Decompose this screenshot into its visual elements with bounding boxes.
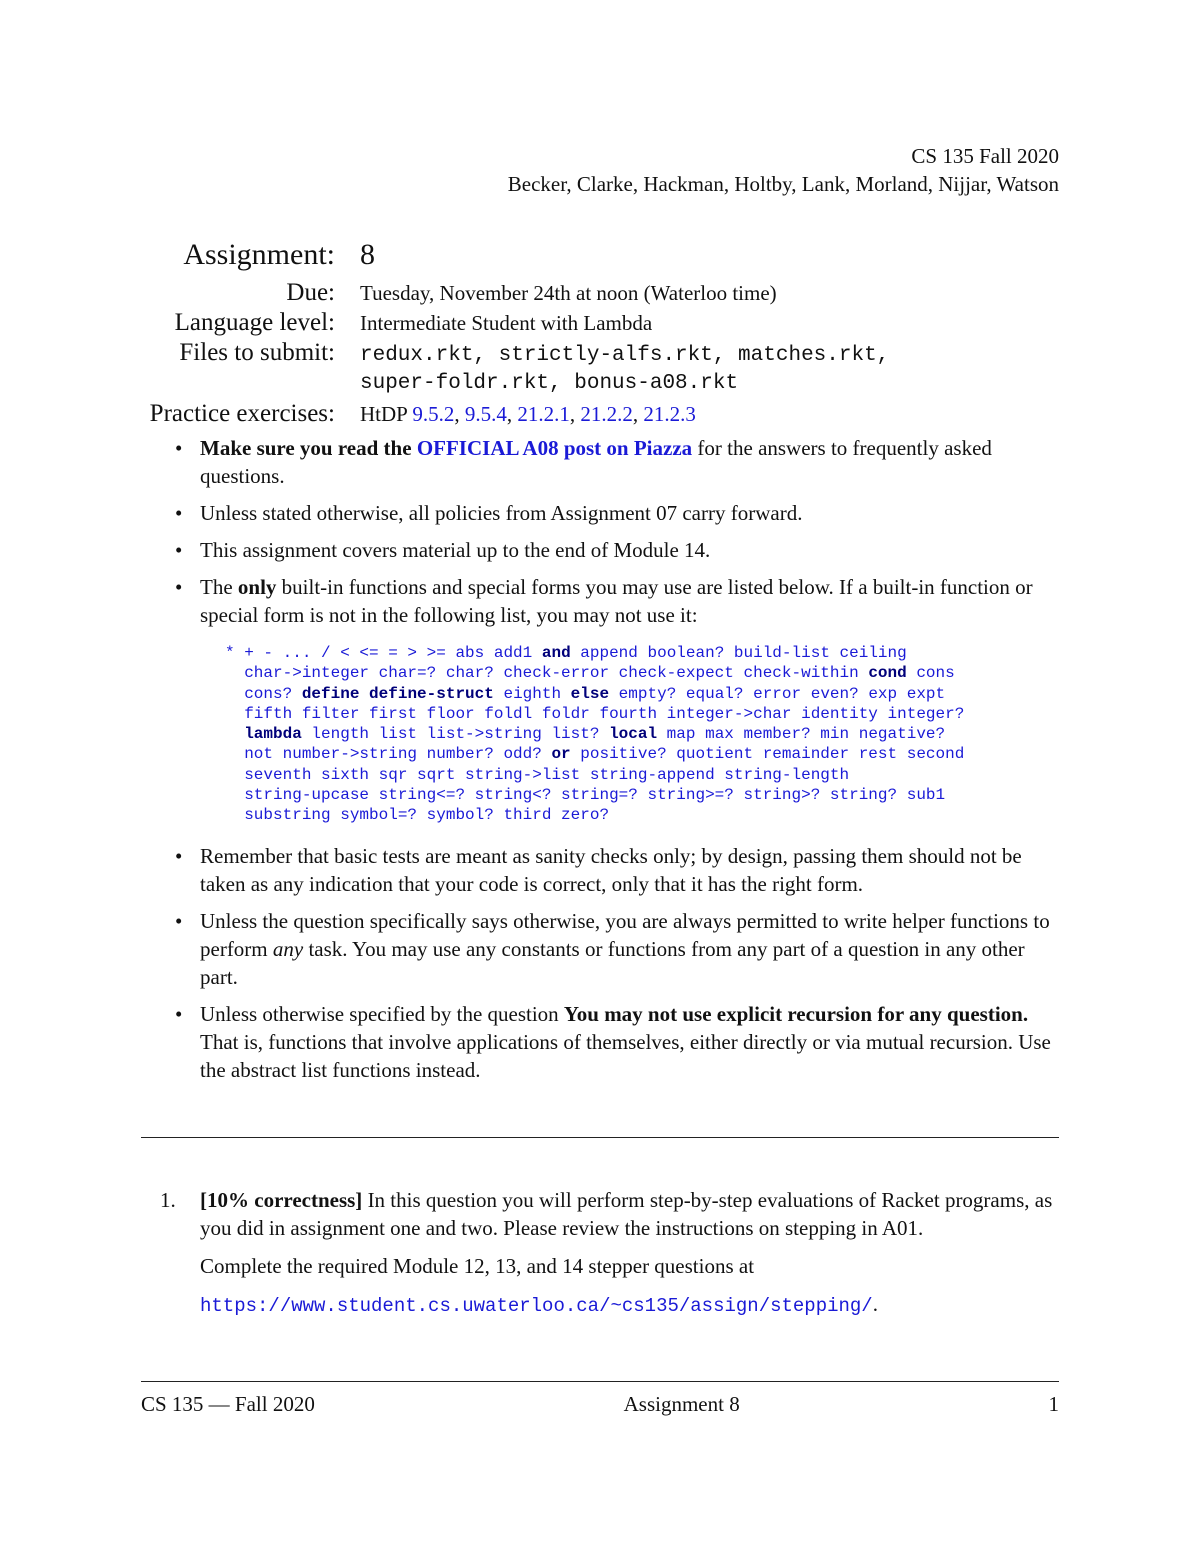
instructors-header: Becker, Clarke, Hackman, Holtby, Lank, Morland, Nijjar, Watson	[507, 172, 1059, 196]
language-row	[140, 308, 1070, 338]
language-value: Intermediate Student with Lambda	[360, 311, 653, 335]
practice-link-5[interactable]: 21.2.3	[643, 402, 696, 426]
files-value-line1: redux.rkt, strictly-alfs.rkt, matches.rkt,	[360, 344, 890, 367]
bullet-piazza: • Make sure you read the OFFICIAL A08 post on Piazza for the answers to frequently asked questions.	[175, 434, 1060, 490]
allowed-functions-code: * + - ... / < <= = > >= abs add1 and append boolean? build-list ceiling char->integer char=? char? check-error check-expect check-within cond cons cons? define define-struct eighth else empty? equal? error even? exp expt fifth filter first floor foldl foldr fourth integer->char identity integer? lambda length list list->string list? local map max member? min negative? not number->string number? odd? or positive? quotient remainder rest second seventh sixth sqr sqrt string->list string-append string-length string-upcase string<=? string<? string=? string>=? string>? string? sub1 substring symbol=? symbol? third zero?	[225, 644, 965, 825]
due-value: Tuesday, November 24th at noon (Waterloo time)	[360, 281, 777, 305]
page-footer	[141, 1392, 1059, 1417]
question-1-url-line: https://www.student.cs.uwaterloo.ca/~cs135/assign/stepping/.	[200, 1292, 878, 1317]
footer-divider	[141, 1381, 1059, 1382]
bullet-coverage: • This assignment covers material up to the end of Module 14.	[175, 536, 1060, 564]
footer-course: CS 135 — Fall 2020	[141, 1392, 315, 1416]
assignment-number: 8	[360, 238, 375, 271]
stepping-url-link[interactable]: https://www.student.cs.uwaterloo.ca/~cs135/assign/stepping/	[200, 1295, 873, 1317]
files-label: Files to submit:	[179, 339, 335, 366]
piazza-link[interactable]: OFFICIAL A08 post on Piazza	[416, 436, 693, 460]
due-label: Due:	[286, 279, 335, 306]
due-row	[140, 278, 1070, 308]
section-divider	[141, 1137, 1059, 1138]
course-header: CS 135 Fall 2020	[911, 144, 1059, 168]
assignment-row	[140, 232, 1070, 278]
files-row-continued	[140, 369, 1070, 398]
question-1	[160, 1186, 1060, 1330]
question-1-intro: [10% correctness] In this question you will perform step-by-step evaluations of Racket programs, as you did in assignment one and two. Please review the instructions on stepping in A01.	[200, 1188, 1053, 1240]
practice-link-1[interactable]: 9.5.2	[412, 402, 455, 426]
policy-bullet-list	[175, 434, 1060, 1093]
page-number: 1	[1048, 1392, 1059, 1416]
bullet-basic-tests: • Remember that basic tests are meant as sanity checks only; by design, passing them should not be taken as any indication that your code is correct, only that it has the right form.	[175, 842, 1060, 898]
practice-value: HtDP 9.5.2, 9.5.4, 21.2.1, 21.2.2, 21.2.3	[360, 402, 696, 426]
practice-label: Practice exercises:	[149, 400, 335, 427]
bullet-no-recursion: • Unless otherwise specified by the question You may not use explicit recursion for any question. That is, functions that involve applications of themselves, either directly or via mutual recursion. Use the abstract list functions instead.	[175, 1000, 1060, 1084]
bullet-policies: • Unless stated otherwise, all policies from Assignment 07 carry forward.	[175, 499, 1060, 527]
practice-link-3[interactable]: 21.2.1	[517, 402, 570, 426]
bullet-allowed-functions: • The only built-in functions and special forms you may use are listed below. If a built-in function or special form is not in the following list, you may not use it: * + - ... / < <= = > >= abs add1 and append boolean? build-list ceiling char->integer char=? char? check-error check-expect check-within cond cons cons? define define-struct eighth else empty? equal? error even? exp expt fifth filter first floor foldl foldr fourth integer->char identity integer? lambda length list list->string list? local map max member? min negative? not number->string number? odd? or positive? quotient remainder rest second seventh sixth sqr sqrt string->list string-append string-length string-upcase string<=? string<? string=? string>=? string>? string? sub1 substring symbol=? symbol? third zero?	[175, 573, 1060, 826]
files-row	[140, 338, 1070, 370]
question-number: 1.	[160, 1188, 176, 1212]
practice-prefix: HtDP	[360, 402, 413, 426]
files-value-line2: super-foldr.rkt, bonus-a08.rkt	[360, 372, 739, 395]
practice-link-2[interactable]: 9.5.4	[464, 402, 507, 426]
assignment-label: Assignment:	[183, 238, 335, 271]
language-label: Language level:	[174, 309, 335, 336]
assignment-info	[140, 232, 1070, 429]
practice-link-4[interactable]: 21.2.2	[580, 402, 633, 426]
bullet-helpers: • Unless the question specifically says otherwise, you are always permitted to write helper functions to perform any task. You may use any constants or functions from any part of a question in any other part.	[175, 907, 1060, 991]
practice-row	[140, 399, 1070, 429]
footer-assignment: Assignment 8	[623, 1392, 740, 1416]
question-1-instructions: Complete the required Module 12, 13, and 14 stepper questions at	[200, 1254, 755, 1278]
